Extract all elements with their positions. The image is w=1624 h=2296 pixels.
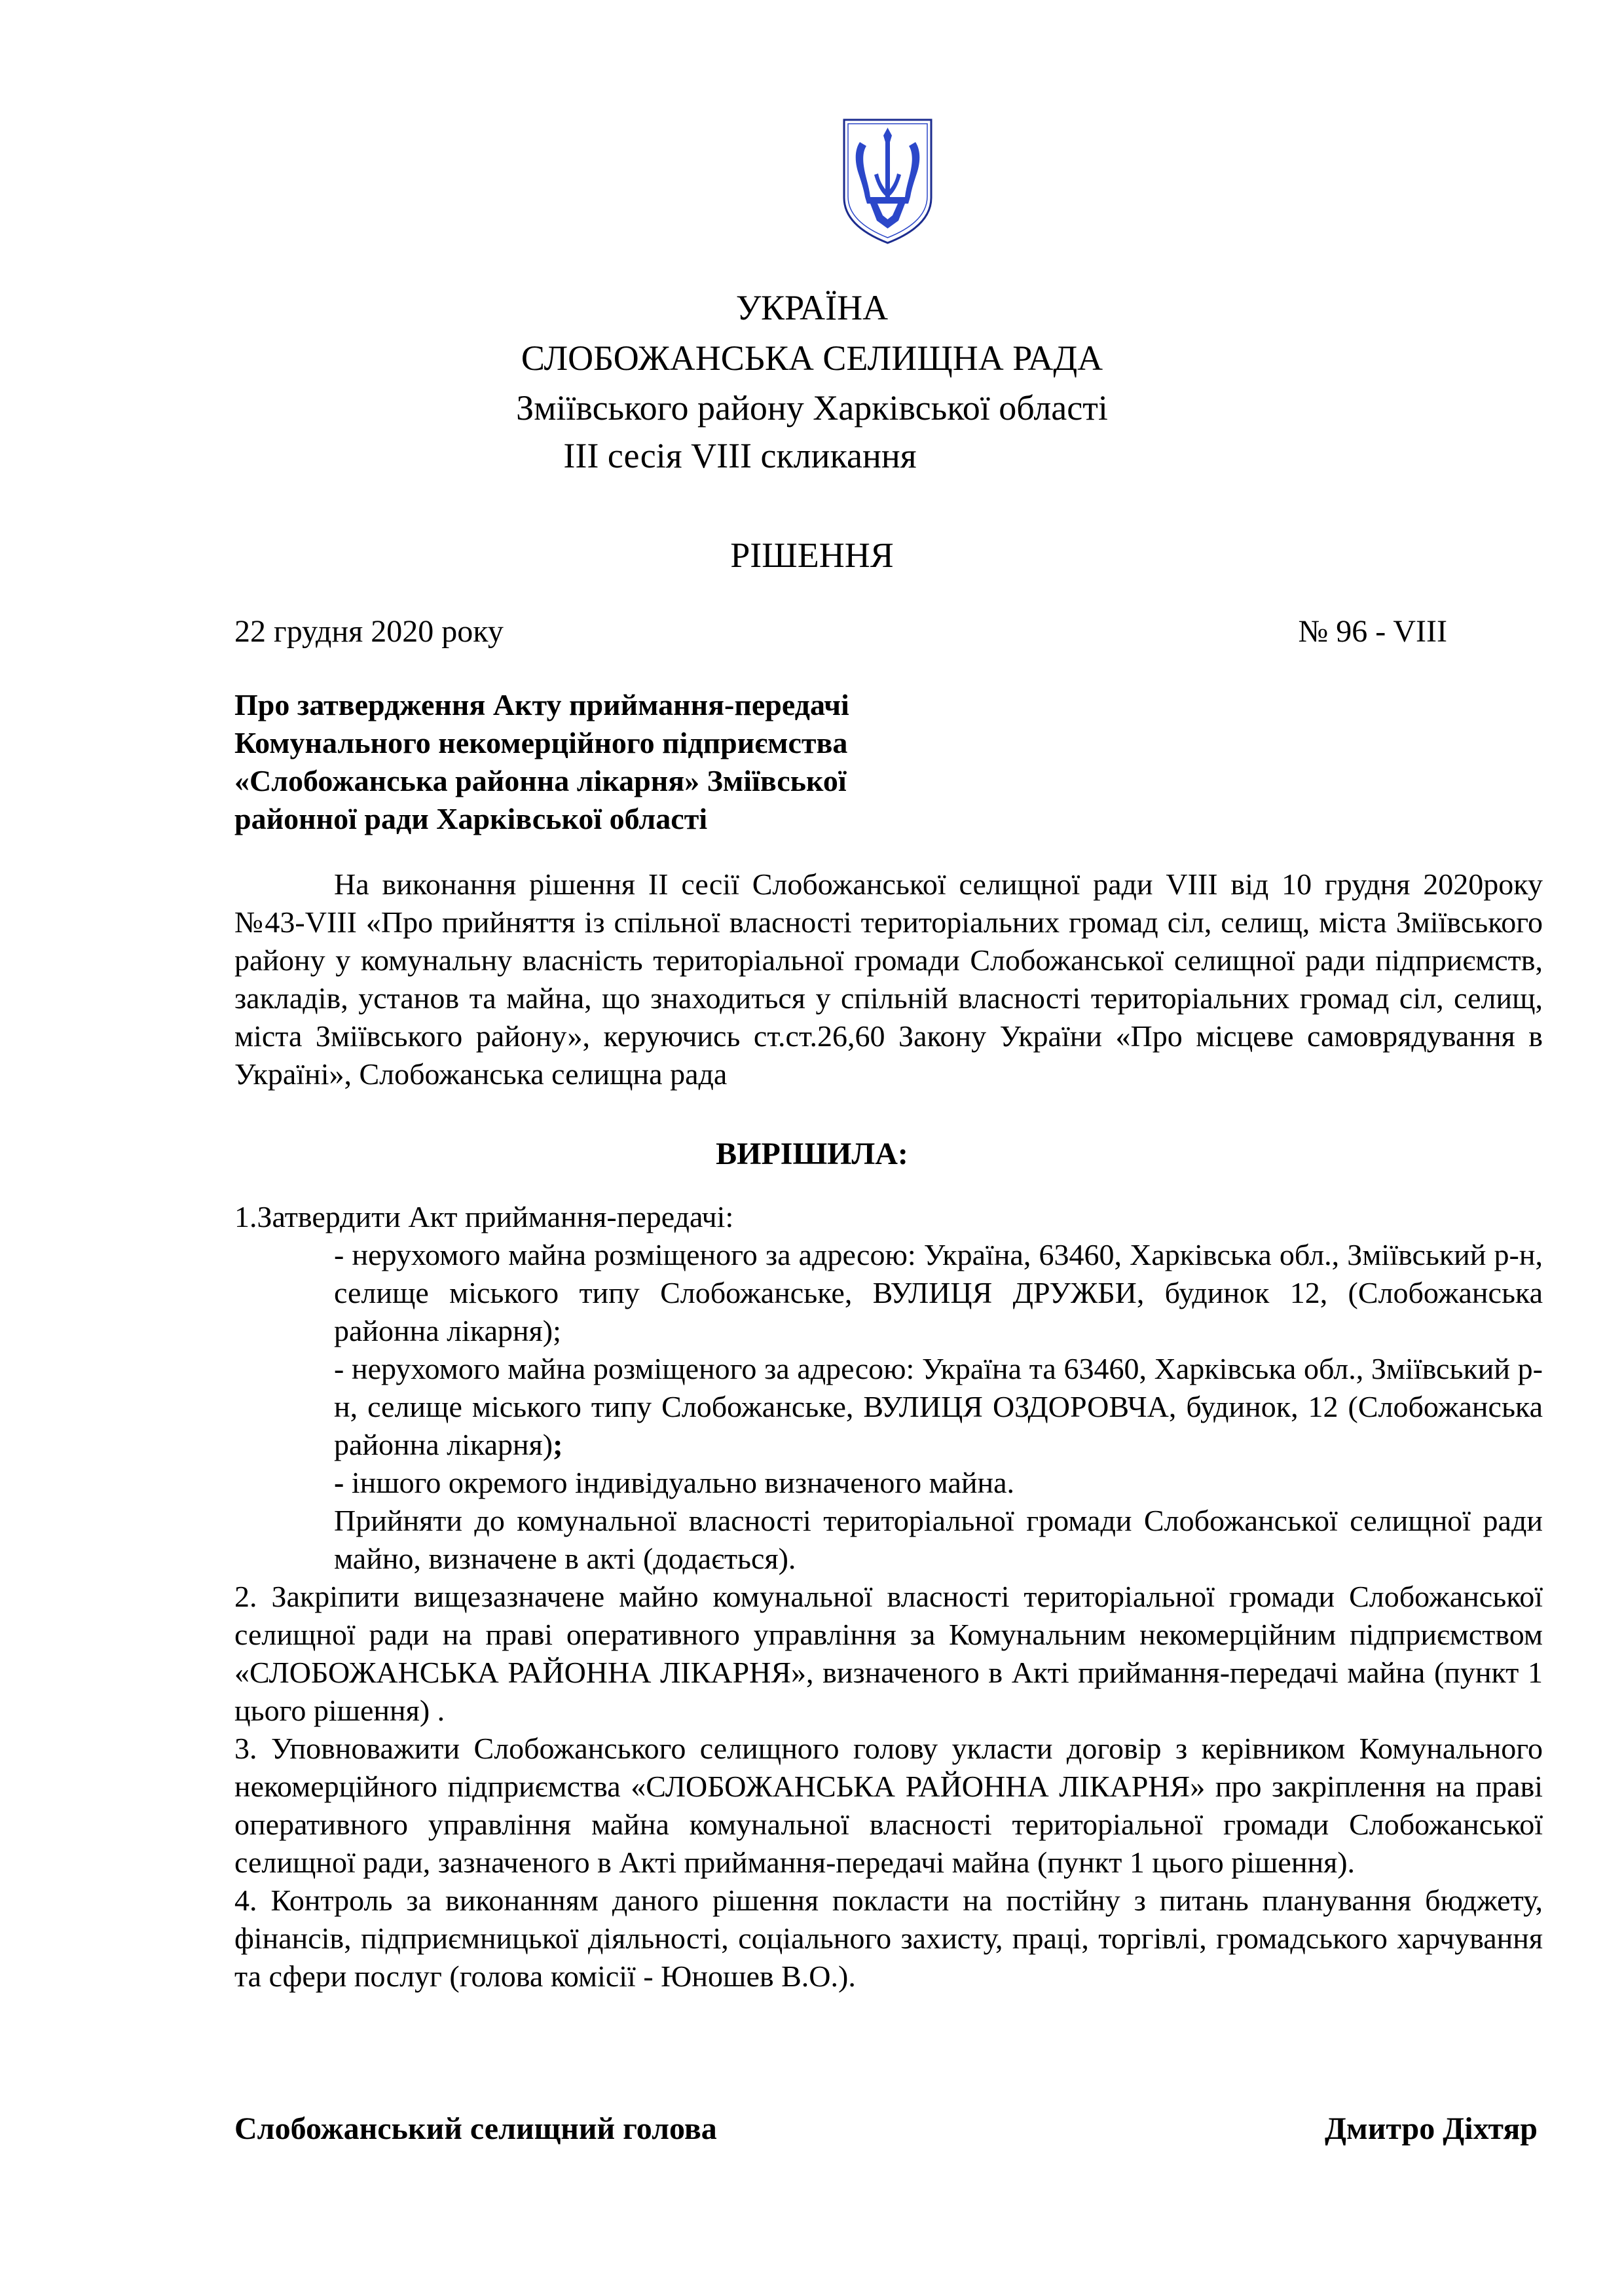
header-council: СЛОБОЖАНСЬКА СЕЛИЩНА РАДА <box>521 338 1103 378</box>
item-1-subitem-address-druzhby: - нерухомого майна розміщеного за адресою: Україна, 63460, Харківська обл., Зміївський р-н, селище міського типу Слобожанське, ВУЛИЦЯ ДРУЖБИ, будинок 12, (Слобожанська районна лікарня); <box>334 1238 1543 1347</box>
signature-position: Слобожанський селищний голова <box>234 2111 717 2146</box>
item-4-paragraph: 4. Контроль за виконанням даного рішення покласти на постійну з питань планування бюджету, фінансів, підприємницької діяльності, соціального захисту, праці, торгівлі, громадського харчування та сфери послуг (голова комісії - Юношев В.О.). <box>234 1884 1543 1993</box>
subject-line: Про затвердження Акту приймання-передачі <box>234 688 849 721</box>
subject-line: районної ради Харківської області <box>234 802 708 835</box>
decision-subject <box>234 686 955 838</box>
item-1-heading: 1.Затвердити Акт приймання-передачі: <box>234 1200 734 1233</box>
resolved-heading: ВИРІШИЛА: <box>716 1137 908 1171</box>
header-country: УКРАЇНА <box>735 288 889 327</box>
document-type-title: РІШЕННЯ <box>730 536 894 575</box>
item-2-paragraph: 2. Закріпити вищезазначене майно комунальної власності територіальної громади Слобожанської селищної ради на праві оперативного управління за Комунальним некомерційним підприємством «СЛОБОЖАНСЬКА РАЙОННА ЛІКАРНЯ», визначеного в Акті приймання-передачі майна (пункт 1 цього рішення) . <box>234 1580 1543 1727</box>
subitem-end-mark: ; <box>553 1428 563 1461</box>
item-1-accept-paragraph: Прийняти до комунальної власності територіальної громади Слобожанської селищної ради майно, визначене в акті (додається). <box>334 1504 1543 1575</box>
decision-number: № 96 - VIII <box>1298 614 1447 649</box>
trident-coat-of-arms-icon <box>840 116 935 247</box>
decision-date: 22 грудня 2020 року <box>234 614 504 649</box>
header-session: ІІІ сесія VIII скликання <box>563 436 917 475</box>
signature-name: Дмитро Діхтяр <box>1324 2111 1538 2146</box>
subitem-text: - нерухомого майна розміщеного за адресою: Україна та 63460, Харківська обл., Зміївський р-н, селище міського типу Слобожанське, ВУЛИЦЯ ОЗДОРОВЧА, будинок, 12 (Слобожанська районна лікарня) <box>334 1352 1543 1461</box>
subitem-text: іншого окремого індивідуально визначеного майна. <box>344 1466 1015 1499</box>
header-district: Зміївського району Харківської області <box>516 388 1108 428</box>
subitem-dash: - <box>334 1466 344 1499</box>
item-1-subitem-other-property <box>334 1464 1543 1502</box>
subject-line: «Слобожанська районна лікарня» Зміївської <box>234 764 847 797</box>
item-1-subitem-address-ozdorovcha <box>334 1350 1543 1464</box>
preamble-paragraph: На виконання рішення ІІ сесії Слобожанської селищної ради VIII від 10 грудня 2020року №43-VIII «Про прийняття із спільної власності територіальних громад сіл, селищ, міста Зміївського району у комунальну власність територіальної громади Слобожанської селищної ради підприємств, закладів, установ та майна, що знаходиться у спільній власності територіальних громад сіл, селищ, міста Зміївського району», керуючись ст.ст.26,60 Закону України «Про місцеве самоврядування в Україні», Слобожанська селищна рада <box>234 867 1543 1091</box>
decision-items <box>234 1198 1543 1995</box>
item-3-paragraph: 3. Уповноважити Слобожанського селищного голову укласти договір з керівником Комунального некомерційного підприємства «СЛОБОЖАНСЬКА РАЙОННА ЛІКАРНЯ» про закріплення на праві оперативного управління майна комунальної власності територіальної громади Слобожанської селищної ради, зазначеного в Акті приймання-передачі майна (пункт 1 цього рішення). <box>234 1732 1543 1879</box>
subject-line: Комунального некомерційного підприємства <box>234 726 848 759</box>
